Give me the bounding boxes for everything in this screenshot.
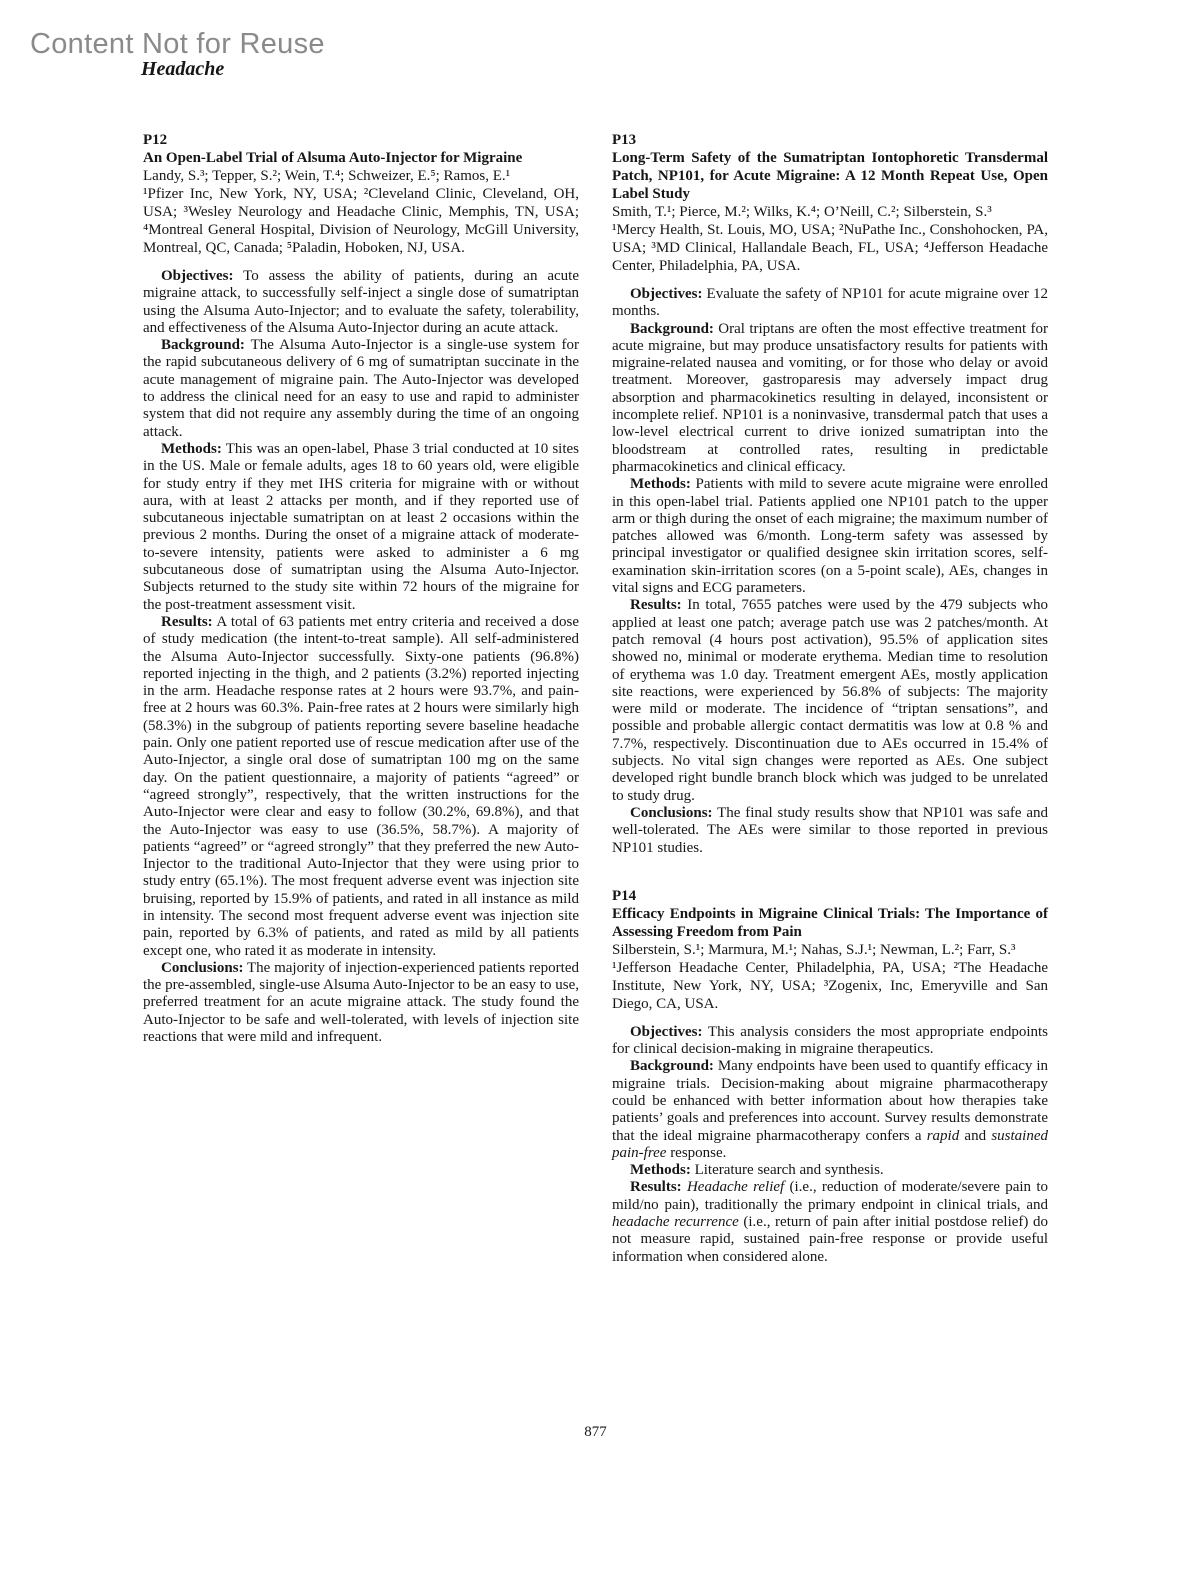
section-text: Many endpoints have been used to quantify efficacy in migraine trials. Decision-making about migraine pharmacotherapy could be enhanced with better information about how therapies take patients’ goals and preferences into account. Survey results demonstrate that the ideal migraine pharmacotherapy confers a: [612, 1058, 1048, 1144]
objectives-paragraph: [612, 1024, 1048, 1059]
abstract-id: P13: [612, 132, 637, 148]
section-text: (i.e., return of pain after initial postdose relief) do not measure rapid, sustained pain-free response or provide useful information when considered alone.: [612, 1214, 1048, 1265]
abstract-title: Efficacy Endpoints in Migraine Clinical Trials: The Importance of Assessing Freedom from Pain: [612, 905, 1048, 940]
right-column: [612, 131, 1048, 1266]
background-paragraph: [143, 337, 579, 441]
methods-paragraph: [612, 1162, 1048, 1179]
methods-paragraph: [612, 476, 1048, 597]
italic-term: rapid: [926, 1127, 960, 1144]
section-label: Background:: [630, 1058, 714, 1075]
background-paragraph: [612, 1058, 1048, 1162]
section-label: Methods:: [630, 476, 691, 493]
section-text: The final study results show that NP101 was safe and well-tolerated. The AEs were similar to those reported in previous NP101 studies.: [612, 804, 1048, 856]
abstract-authors: Landy, S.³; Tepper, S.²; Wein, T.⁴; Schweizer, E.⁵; Ramos, E.¹: [143, 168, 511, 184]
abstract-title: Long-Term Safety of the Sumatriptan Iontophoretic Transdermal Patch, NP101, for Acute Migraine: A 12 Month Repeat Use, Open Label Study: [612, 150, 1048, 202]
section-label: Results:: [630, 1179, 682, 1196]
section-label: Methods:: [161, 440, 222, 457]
abstract-affiliations: ¹Mercy Health, St. Louis, MO, USA; ²NuPathe Inc., Conshohocken, PA, USA; ³MD Clinical, Hallandale Beach, FL, USA; ⁴Jefferson Headache Center, Philadelphia, PA, USA.: [612, 222, 1048, 274]
objectives-paragraph: [143, 268, 579, 337]
abstract-authors: Smith, T.¹; Pierce, M.²; Wilks, K.⁴; O’Neill, C.²; Silberstein, S.³: [612, 204, 992, 220]
section-text: (i.e., reduction of moderate/severe pain to mild/no pain), traditionally the primary endpoint in clinical trials, and: [612, 1179, 1048, 1213]
italic-term: Headache relief: [681, 1179, 785, 1196]
background-paragraph: [612, 321, 1048, 477]
italic-term: headache recurrence: [612, 1214, 739, 1231]
abstract-p14: [612, 887, 1048, 1266]
section-label: Conclusions:: [630, 804, 713, 821]
section-label: Conclusions:: [161, 959, 244, 976]
abstract-authors: Silberstein, S.¹; Marmura, M.¹; Nahas, S.J.¹; Newman, L.²; Farr, S.³: [612, 941, 1016, 958]
section-label: Results:: [161, 613, 213, 630]
conclusions-paragraph: [612, 805, 1048, 857]
results-paragraph: [143, 614, 579, 960]
abstract-p12: [143, 131, 579, 1046]
section-label: Objectives:: [630, 286, 703, 302]
section-label: Background:: [161, 337, 245, 354]
section-text: Oral triptans are often the most effective treatment for acute migraine, but may produce unsatisfactory results for patients with migraine-related nausea and vomiting, or for those who delay or avoid treatment. Moreover, gastroparesis may adversely impact drug absorption and pharmacokinetics resulting in delayed, inconsistent or incomplete relief. NP101 is a noninvasive, transdermal patch that uses a low-level electrical current to drive ionized sumatriptan into the bloodstream at controlled rates, resulting in predictable pharmacokinetics and clinical efficacy.: [612, 320, 1048, 475]
section-label: Results:: [630, 597, 682, 614]
section-label: Methods:: [630, 1162, 691, 1179]
section-text: A total of 63 patients met entry criteria and received a dose of study medication (the intent-to-treat sample). All self-administered the Alsuma Auto-Injector successfully. Sixty-one patients (96.8%) reported injecting in the thigh, and 2 patients (3.2%) reported injecting in the arm. Headache response rates at 2 hours were 93.7%, and pain-free at 2 hours was 60.3%. Pain-free rates at 2 hours were similarly high (58.3%) in the subgroup of patients reporting severe baseline headache pain. Only one patient reported use of rescue medication after use of the Auto-Injector, a single oral dose of sumatriptan 100 mg on the same day. On the patient questionnaire, a majority of patients “agreed” or “agreed strongly”, respectively, that the written instructions for the Auto-Injector were clear and easy to follow (30.2%, 69.8%), and that the Auto-Injector was easy to use (36.5%, 58.7%). A majority of patients “agreed” or “agreed strongly” that they preferred the new Auto-Injector to the traditional Auto-Injector that they were using prior to study entry (65.1%). The most frequent adverse event was injection site bruising, reported by 15.9% of patients, and rated in all instance as mild in intensity. The second most frequent adverse event was injection site pain, reported by 6.3% of patients, and rated as mild by all patients except one, who rated it as moderate in intensity.: [143, 613, 579, 959]
two-column-layout: [143, 131, 1048, 1266]
left-column: [143, 131, 579, 1266]
abstract-title: An Open-Label Trial of Alsuma Auto-Injector for Migraine: [143, 150, 523, 166]
watermark: Content Not for Reuse: [30, 28, 325, 60]
section-text: In total, 7655 patches were used by the 479 subjects who applied at least one patch; average patch use was 2 patches/month. At patch removal (4 hours post activation), 95.5% of application sites showed no, minimal or moderate erythema. Median time to resolution of erythema was 1.0 day. Treatment emergent AEs, mostly application site reactions, were experienced by 56.8% of subjects: The majority were mild or moderate. The incidence of “triptan sensations”, and possible and probable allergic contact dermatitis was low at 0.8 % and 7.7%, respectively. Discontinuation due to AEs occurred in 15.4% of subjects. No vital sign changes were reported as AEs. One subject developed right bundle branch block which was judged to be unrelated to study drug.: [612, 597, 1048, 804]
objectives-paragraph: [612, 286, 1048, 321]
section-text: response.: [666, 1144, 727, 1161]
methods-paragraph: [143, 441, 579, 614]
conclusions-paragraph: [143, 960, 579, 1046]
section-text: The majority of injection-experienced patients reported the pre-assembled, single-use Alsuma Auto-Injector to be an easy to use, preferred treatment for an acute migraine attack. The study found the Auto-Injector to be safe and well-tolerated, with levels of injection site reactions that were mild and infrequent.: [143, 959, 579, 1046]
italic-term: sustained pain-free: [612, 1127, 1048, 1161]
section-text: To assess the ability of patients, during an acute migraine attack, to successfully self-inject a single dose of sumatriptan using the Alsuma Auto-Injector; and to evaluate the safety, tolerability, and effectiveness of the Alsuma Auto-Injector during an acute attack.: [143, 268, 579, 336]
results-paragraph: [612, 597, 1048, 805]
section-text: Literature search and synthesis.: [690, 1162, 884, 1179]
abstract-p13: [612, 131, 1048, 857]
journal-title-header: Headache: [141, 58, 225, 80]
section-label: Background:: [630, 320, 714, 337]
section-text: Patients with mild to severe acute migraine were enrolled in this open-label trial. Patients applied one NP101 patch to the upper arm or thigh during the onset of each migraine; the maximum number of patches allowed was 6/month. Long-term safety was assessed by principal investigator or qualified designee skin irritation scores, self-examination skin-irritation scores (on a 5-point scale), AEs, changes in vital signs and ECG parameters.: [612, 476, 1048, 597]
section-text: Evaluate the safety of NP101 for acute migraine over 12 months.: [612, 286, 1048, 320]
section-text: This was an open-label, Phase 3 trial conducted at 10 sites in the US. Male or female adults, ages 18 to 60 years old, were eligible for study entry if they met IHS criteria for migraine with or without aura, with at least 2 attacks per month, and if they reported use of subcutaneous injectable sumatriptan on at least 2 occasions within the previous 2 months. During the onset of a migraine attack of moderate-to-severe intensity, patients were asked to administer a 6 mg subcutaneous dose of sumatriptan using the Alsuma Auto-Injector. Subjects returned to the study site within 72 hours of the migraine for the post-treatment assessment visit.: [143, 440, 579, 613]
abstract-affiliations: ¹Jefferson Headache Center, Philadelphia, PA, USA; ²The Headache Institute, New York, NY, USA; ³Zogenix, Inc, Emeryville and San Diego, CA, USA.: [612, 959, 1048, 1012]
section-label: Objectives:: [630, 1023, 703, 1040]
abstract-id: P12: [143, 132, 168, 148]
section-text: and: [959, 1127, 992, 1144]
results-paragraph: [612, 1179, 1048, 1265]
section-text: This analysis considers the most appropriate endpoints for clinical decision-making in migraine therapeutics.: [612, 1023, 1048, 1058]
section-text: The Alsuma Auto-Injector is a single-use system for the rapid subcutaneous delivery of 6 mg of sumatriptan succinate in the acute management of migraine pain. The Auto-Injector was developed to address the clinical need for an easy to use and rapid to administer system that did not require any assembly during the time of an ongoing attack.: [143, 337, 579, 440]
page-number: 877: [584, 1424, 607, 1440]
abstract-id: P14: [612, 887, 637, 904]
abstract-affiliations: ¹Pfizer Inc, New York, NY, USA; ²Cleveland Clinic, Cleveland, OH, USA; ³Wesley Neurology and Headache Clinic, Memphis, TN, USA; ⁴Montreal General Hospital, Division of Neurology, McGill University, Montreal, QC, Canada; ⁵Paladin, Hoboken, NJ, USA.: [143, 186, 579, 256]
section-label: Objectives:: [161, 268, 234, 284]
